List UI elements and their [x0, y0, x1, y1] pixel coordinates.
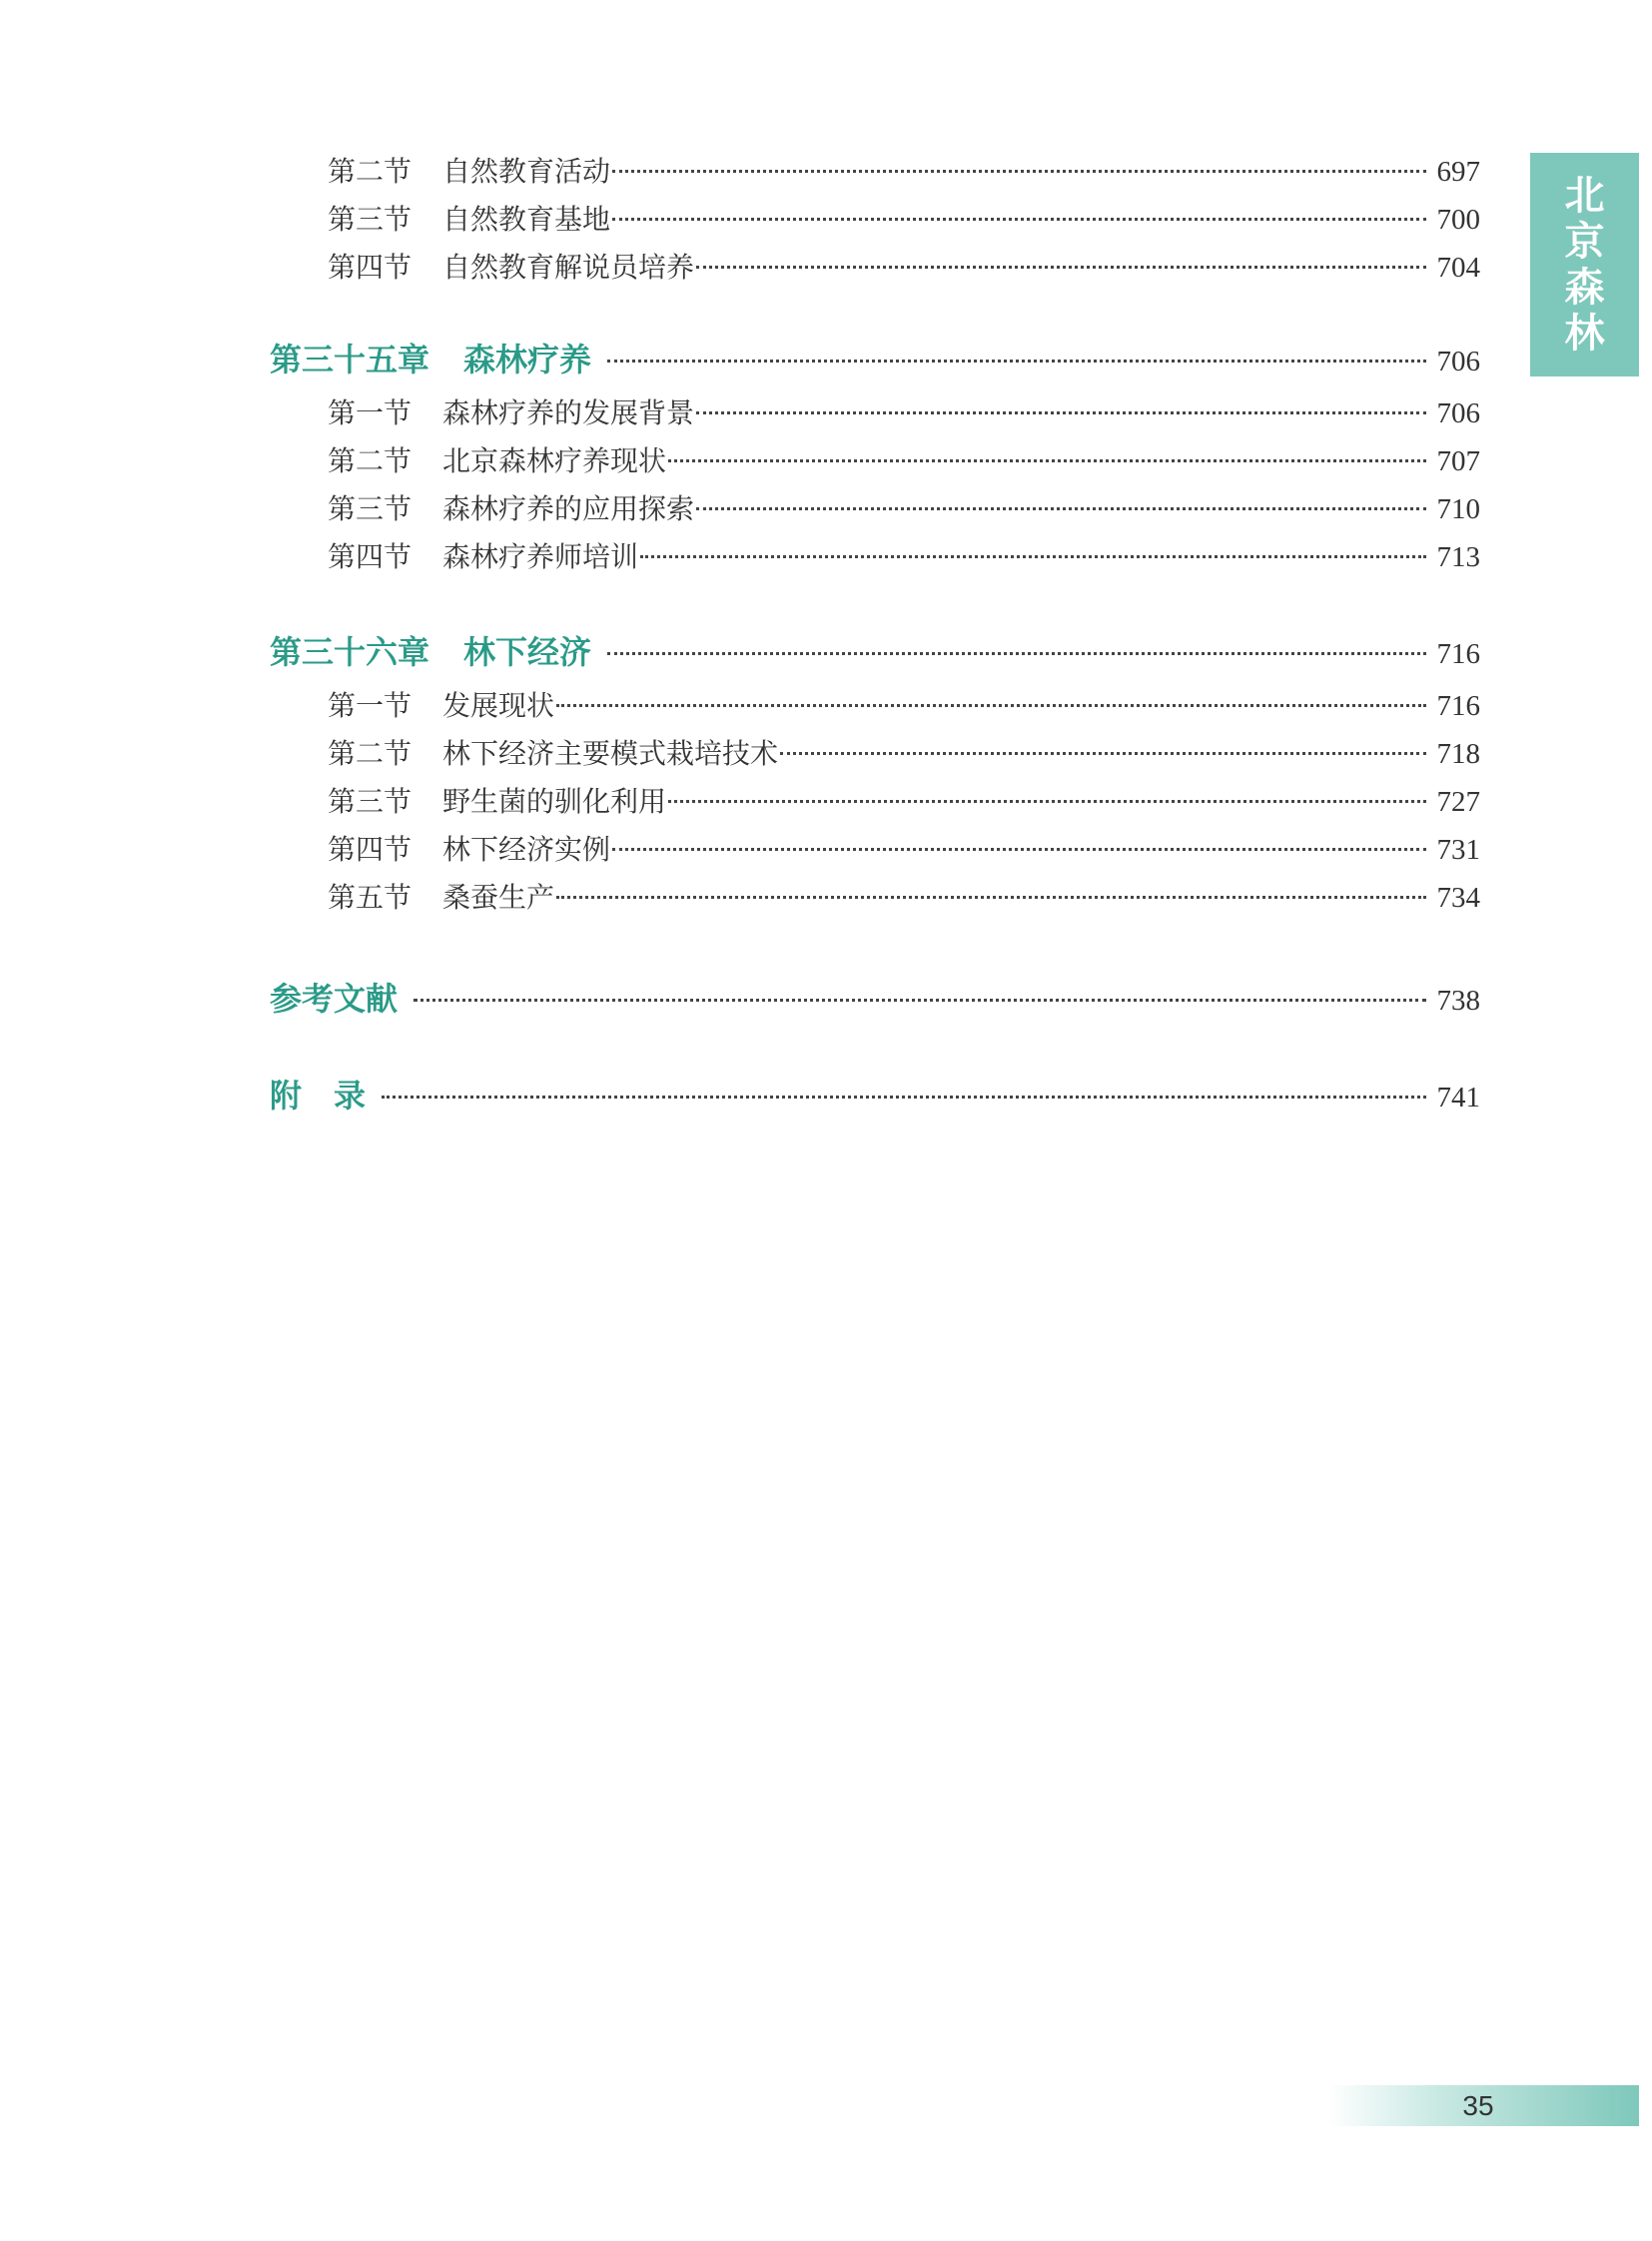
section-label: 第一节	[328, 396, 413, 429]
page-number: 727	[1436, 786, 1480, 818]
toc-section-entry[interactable]	[328, 828, 1480, 868]
page-number: 716	[1436, 690, 1480, 722]
dot-leader	[668, 800, 1426, 803]
chapter-title: 林下经济	[463, 633, 592, 671]
dot-leader	[413, 999, 1426, 1002]
page-number: 704	[1436, 252, 1480, 284]
dot-leader	[780, 752, 1426, 755]
references-title: 参考文献	[270, 980, 399, 1018]
chapter-label: 第三十五章	[270, 341, 430, 378]
page-number: 713	[1436, 541, 1480, 573]
section-label: 第三节	[328, 203, 413, 236]
dot-leader	[696, 411, 1426, 414]
page-number: 741	[1436, 1082, 1480, 1114]
section-label: 第五节	[328, 881, 413, 914]
toc-section-entry[interactable]	[328, 246, 1480, 286]
dot-leader	[640, 555, 1426, 558]
toc-section-entry[interactable]	[328, 439, 1480, 479]
section-title: 林下经济实例	[442, 833, 611, 866]
side-tab-char: 北	[1564, 173, 1605, 219]
toc-section-entry[interactable]	[328, 684, 1480, 724]
dot-leader	[612, 170, 1426, 173]
section-title: 北京森林疗养现状	[442, 444, 667, 477]
section-label: 第三节	[328, 492, 413, 525]
section-label: 第四节	[328, 540, 413, 573]
page-number: 710	[1436, 493, 1480, 525]
toc-section-entry[interactable]	[328, 150, 1480, 190]
section-title: 森林疗养师培训	[442, 540, 639, 573]
dot-leader	[668, 459, 1426, 462]
toc-section-entry[interactable]	[328, 780, 1480, 820]
chapter-title: 森林疗养	[463, 341, 592, 378]
section-title: 林下经济主要模式栽培技术	[442, 737, 779, 770]
side-tab	[1530, 153, 1639, 376]
page-number: 707	[1436, 445, 1480, 477]
side-tab-char: 京	[1564, 219, 1605, 265]
appendix-title: 附 录	[270, 1077, 367, 1115]
toc-section-entry[interactable]	[328, 198, 1480, 238]
section-label: 第四节	[328, 251, 413, 284]
section-label: 第二节	[328, 737, 413, 770]
dot-leader	[382, 1096, 1426, 1099]
page-number: 738	[1436, 985, 1480, 1017]
section-title: 桑蚕生产	[442, 881, 555, 914]
chapter-label: 第三十六章	[270, 633, 430, 671]
section-title: 野生菌的驯化利用	[442, 785, 667, 818]
section-label: 第二节	[328, 444, 413, 477]
page-number: 718	[1436, 738, 1480, 770]
footer-page-number: 35	[1462, 2090, 1494, 2121]
dot-leader	[607, 360, 1426, 363]
toc-section-entry[interactable]	[328, 876, 1480, 916]
page-number: 734	[1436, 882, 1480, 914]
page-number: 706	[1436, 346, 1480, 377]
toc-chapter-entry[interactable]	[270, 335, 1480, 380]
section-label: 第二节	[328, 155, 413, 188]
page-number: 697	[1436, 156, 1480, 188]
page-number: 731	[1436, 834, 1480, 866]
toc-section-entry[interactable]	[328, 535, 1480, 575]
section-title: 森林疗养的发展背景	[442, 396, 695, 429]
toc-chapter-entry[interactable]	[270, 627, 1480, 673]
section-title: 发展现状	[442, 689, 555, 722]
toc-section-entry[interactable]	[328, 732, 1480, 772]
dot-leader	[612, 218, 1426, 221]
section-title: 自然教育基地	[442, 203, 611, 236]
side-tab-char: 林	[1564, 311, 1605, 357]
dot-leader	[556, 704, 1426, 707]
section-label: 第三节	[328, 785, 413, 818]
page-number: 706	[1436, 397, 1480, 429]
toc-section-entry[interactable]	[328, 391, 1480, 431]
dot-leader	[696, 266, 1426, 269]
side-tab-char: 森	[1564, 265, 1605, 311]
dot-leader	[556, 896, 1426, 899]
toc-references-entry[interactable]	[270, 974, 1480, 1020]
section-title: 自然教育活动	[442, 155, 611, 188]
toc-appendix-entry[interactable]	[270, 1071, 1480, 1117]
toc-section-entry[interactable]	[328, 487, 1480, 527]
section-title: 自然教育解说员培养	[442, 251, 695, 284]
page-number: 716	[1436, 638, 1480, 670]
page-number: 700	[1436, 204, 1480, 236]
section-title: 森林疗养的应用探索	[442, 492, 695, 525]
dot-leader	[607, 652, 1426, 655]
dot-leader	[612, 848, 1426, 851]
section-label: 第四节	[328, 833, 413, 866]
section-label: 第一节	[328, 689, 413, 722]
dot-leader	[696, 507, 1426, 510]
